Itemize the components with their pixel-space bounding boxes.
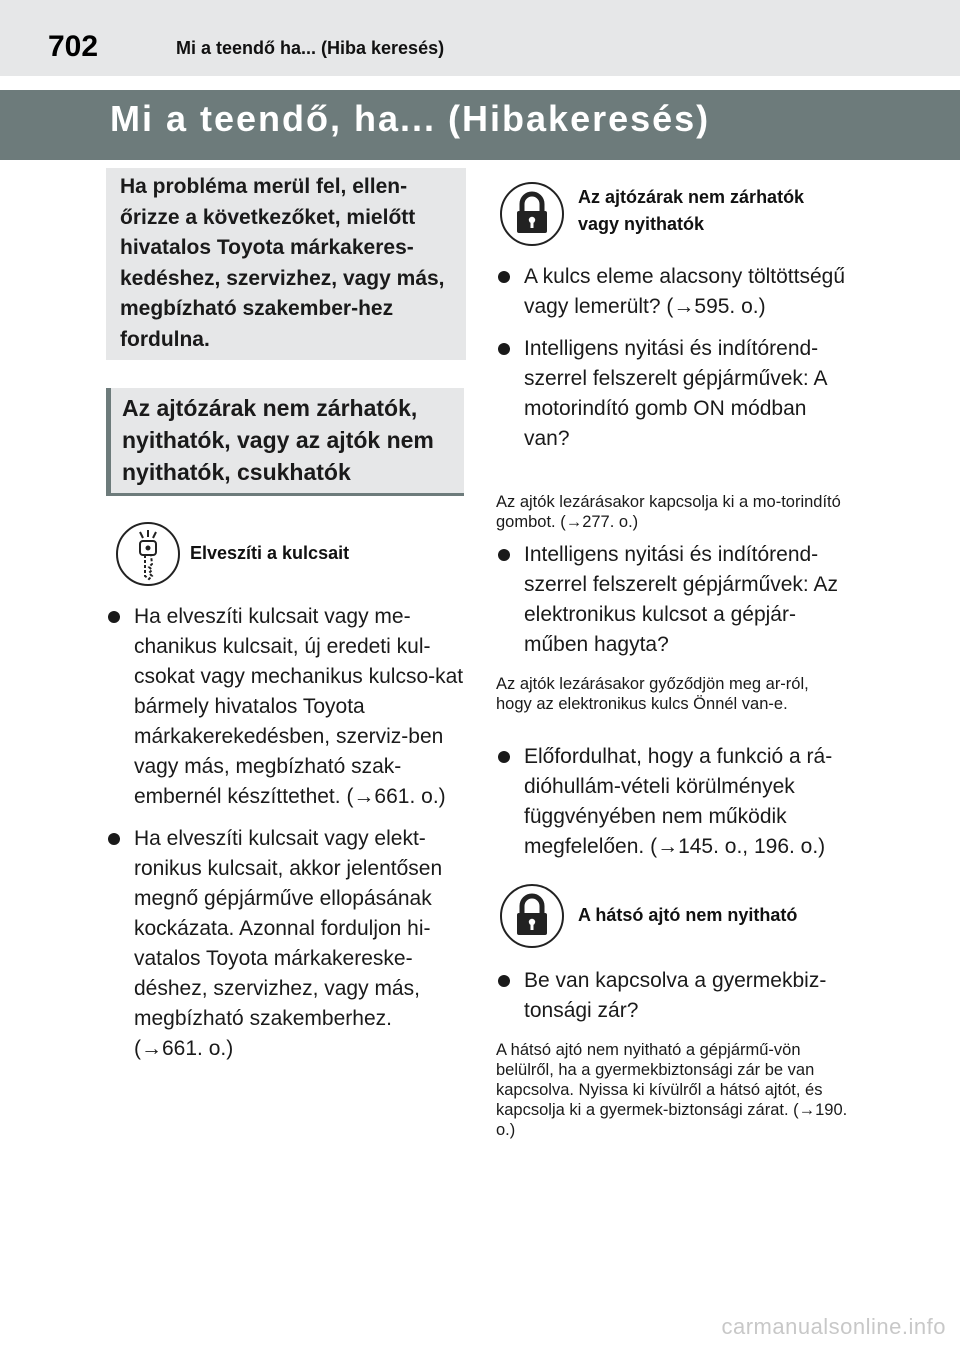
lock-icon [500, 182, 564, 246]
note: Az ajtók lezárásakor győződjön meg ar-ról, hogy az elektronikus kulcs Önnél van-e. [496, 675, 809, 713]
watermark: carmanualsonline.info [721, 1314, 946, 1339]
note: A hátsó ajtó nem nyitható a gépjármű-vön belülről, ha a gyermekbiztonsági zár be van kapcsolva. Nyissa ki kívülről a hátsó ajtót, és kapcsolja ki a gyermek-biztonsági zárat. (→190. o.) [496, 1041, 848, 1139]
list-item: Ha elveszíti kulcsait vagy me-chanikus kulcsait, új eredeti kul-csokat vagy mechanikus kulcso-kat bármely hivatalos Toyota márkakerekedésben, szerviz-ben vagy más, megbízható szak-embernél készíttethet. (→661. o.) [106, 602, 466, 812]
list-item: Intelligens nyitási és indítórend-szerrel felszerelt gépjárművek: Az elektronikus kulcsot a gépjár-műben hagyta? [496, 540, 856, 660]
intro-text: Ha probléma merül fel, ellen-őrizze a következőket, mielőtt hivatalos Toyota márkakeres-kedéshez, szervizhez, vagy más, megbízható szakember-hez fordulna. [120, 175, 445, 351]
list-item: Előfordulhat, hogy a funkció a rá-dióhullám-vételi körülmények függvényében nem működik megfelelően. (→145. o., 196. o.) [496, 742, 856, 862]
back-door-heading: A hátsó ajtó nem nyitható [578, 905, 798, 925]
lock-icon [500, 884, 564, 948]
list-item: Be van kapcsolva a gyermekbiz-tonsági zár? [496, 966, 856, 1026]
header-bar [0, 0, 960, 76]
back-door-list [496, 966, 856, 1038]
door-locks-heading: Az ajtózárak nem zárhatók vagy nyithatók [578, 187, 805, 234]
lost-keys-heading: Elveszíti a kulcsait [190, 543, 350, 563]
note: Az ajtók lezárásakor kapcsolja ki a mo-torindító gombot. (→277. o.) [496, 493, 841, 531]
key-icon [116, 522, 180, 586]
door-locks-list-3 [496, 742, 856, 874]
door-locks-list-2 [496, 540, 856, 672]
list-item: Ha elveszíti kulcsait vagy elekt-ronikus kulcsait, akkor jelentősen megnő gépjárműve ellopásának kockázata. Azonnal forduljon hi-vatalos Toyota márkakereske-déshez, szervizhez, vagy más, megbízható szakemberhez. (→661. o.) [106, 824, 466, 1064]
running-title: Mi a teendő ha... (Hiba keresés) [176, 38, 445, 58]
list-item: Intelligens nyitási és indítórend-szerrel felszerelt gépjárművek: A motorindító gomb ON módban van? [496, 334, 856, 454]
door-locks-list-1 [496, 262, 856, 466]
page-title: Mi a teendő, ha... (Hibakeresés) [110, 98, 711, 139]
section-heading: Az ajtózárak nem zárhatók, nyithatók, vagy az ajtók nem nyithatók, csukhatók [122, 395, 434, 485]
list-item: A kulcs eleme alacsony töltöttségű vagy lemerült? (→595. o.) [496, 262, 856, 322]
lost-keys-list [106, 602, 466, 1076]
page-number: 702 [48, 30, 99, 63]
